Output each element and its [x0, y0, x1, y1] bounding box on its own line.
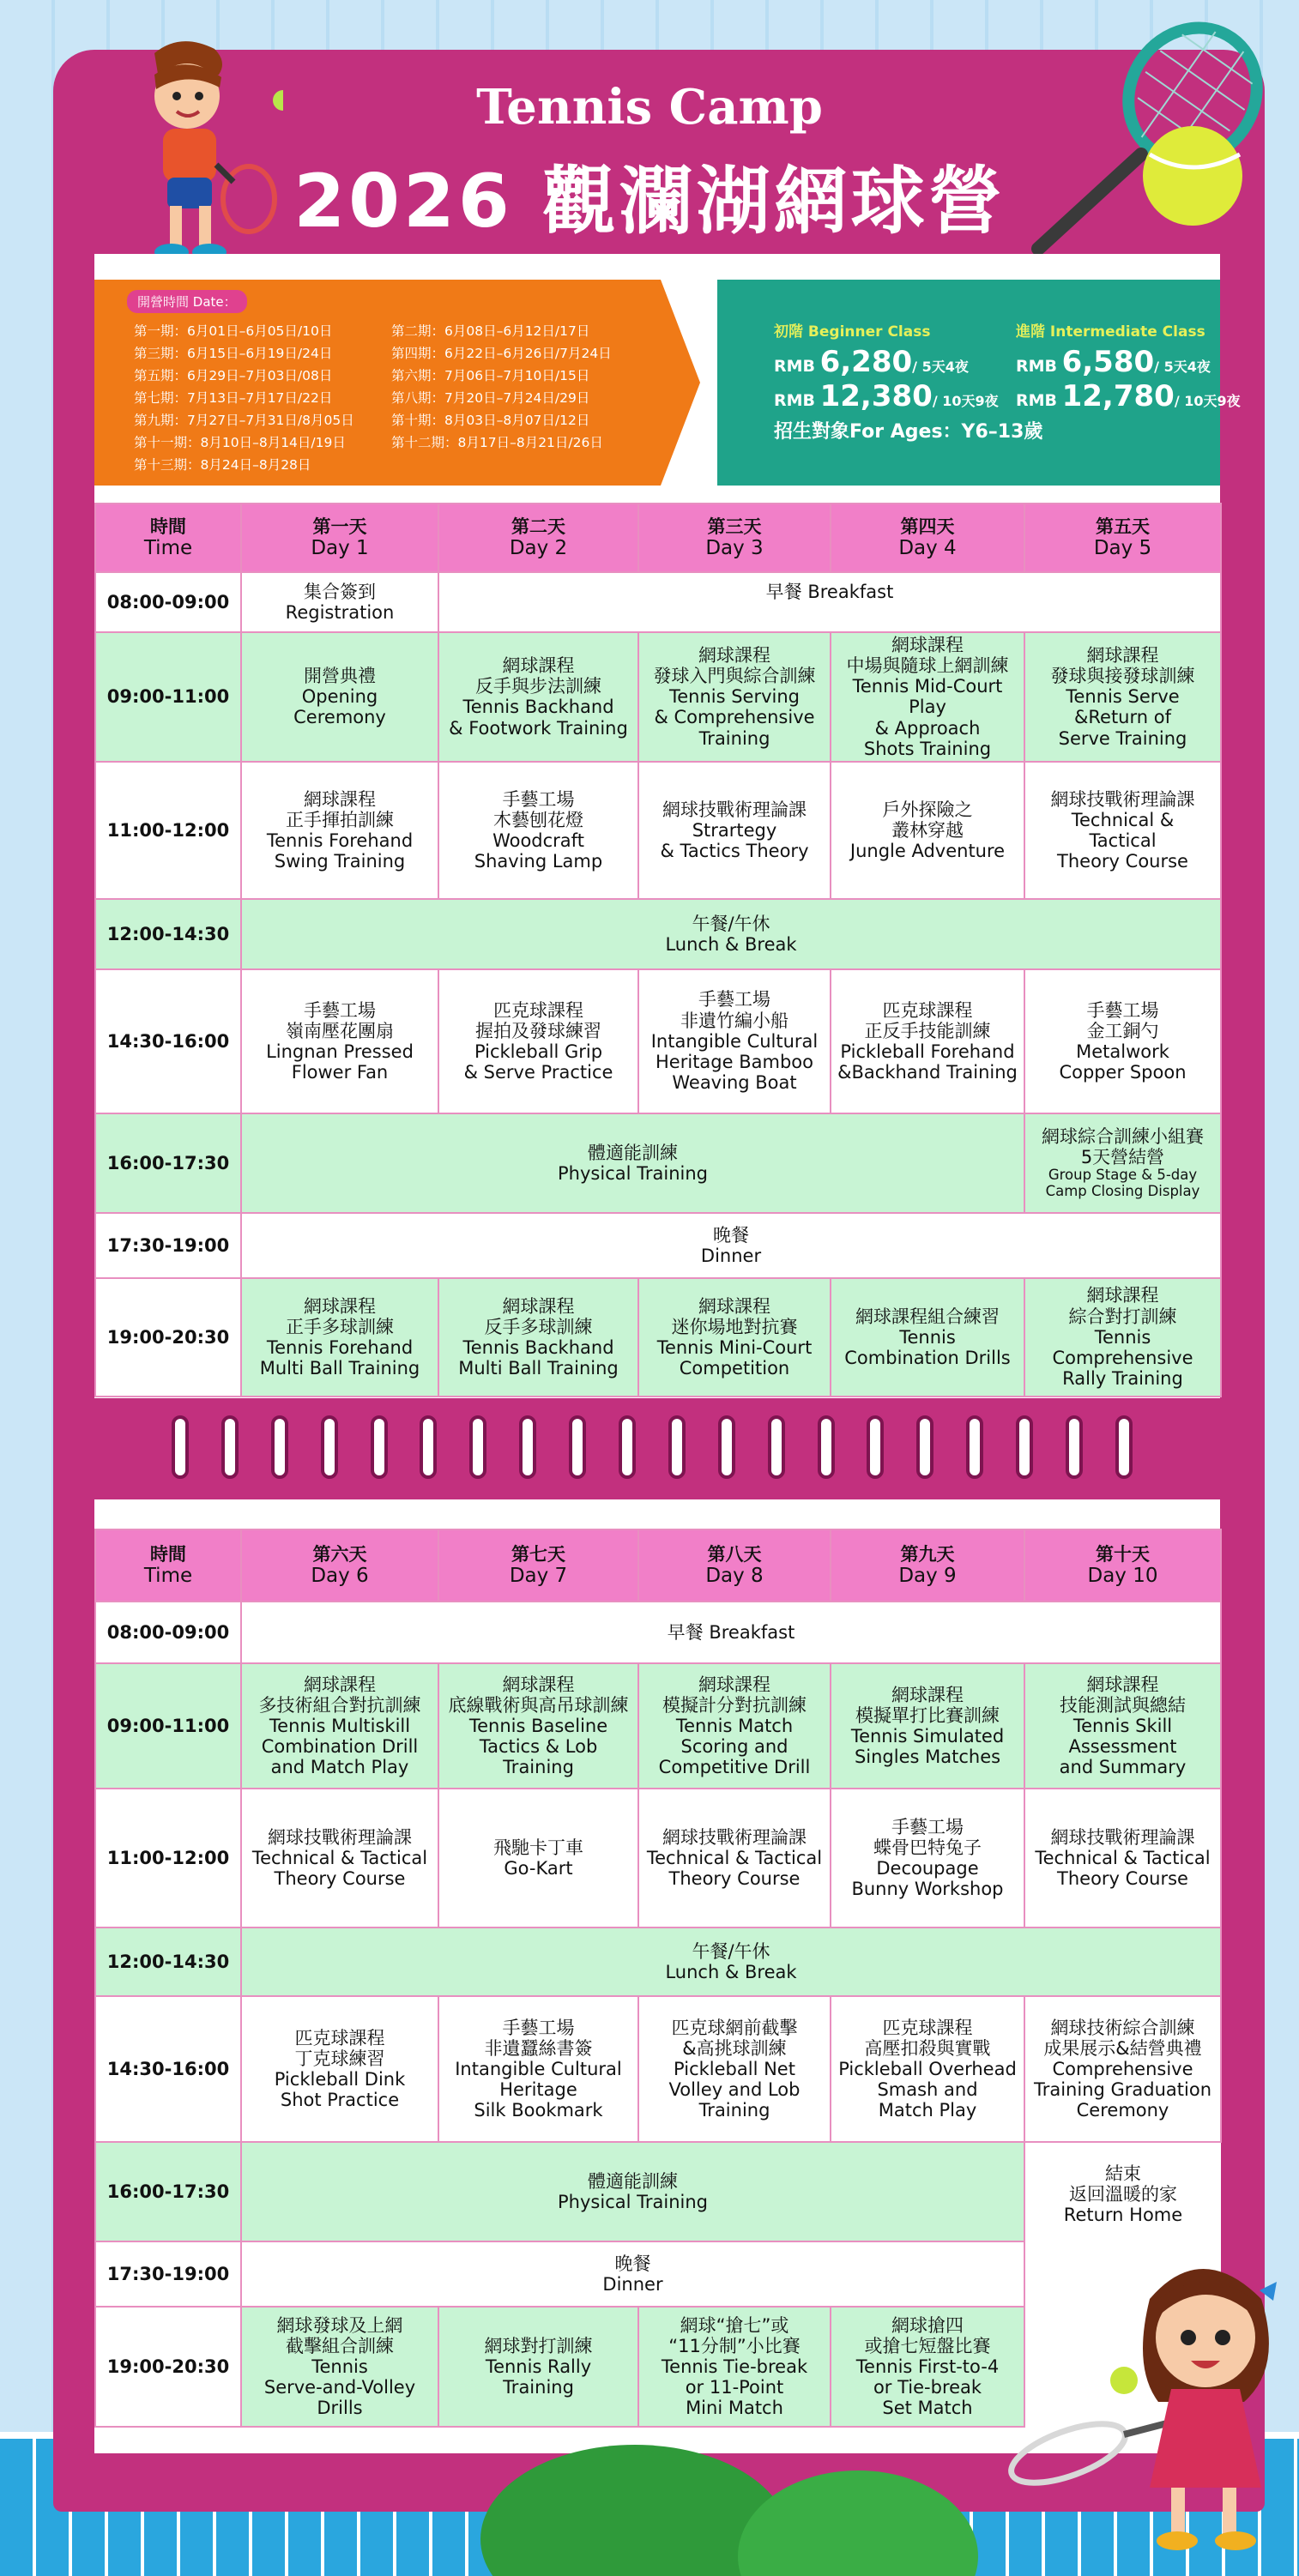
binder-ring	[569, 1415, 586, 1479]
session-date: 第六期：7月06日–7月10日/15日	[391, 368, 590, 383]
session-date: 第十二期：8月17日–8月21日/26日	[391, 435, 603, 450]
session-date: 第十期：8月03日–8月07日/12日	[391, 413, 590, 428]
binder-ring	[221, 1415, 239, 1479]
table-row	[95, 1278, 1221, 1397]
beginner-label: 初階 Beginner Class	[774, 323, 931, 341]
table-header-row	[95, 1529, 1221, 1602]
binder-rings	[172, 1415, 1133, 1479]
time-slot: 14:30-16:00	[95, 1996, 241, 2142]
time-slot: 17:30-19:00	[95, 1213, 241, 1278]
schedule-cell: 戶外探險之 叢林穿越 Jungle Adventure	[831, 762, 1024, 899]
schedule-cell: 網球課程 綜合對打訓練 Tennis Comprehensive Rally Training	[1024, 1278, 1221, 1397]
schedule-cell: 網球課程 底線戰術與高吊球訓練 Tennis Baseline Tactics & Lob Training	[438, 1663, 638, 1789]
schedule-cell	[1024, 1113, 1221, 1213]
time-slot: 08:00-09:00	[95, 572, 241, 632]
binder-ring	[1066, 1415, 1083, 1479]
day-header: 第五天 Day 5	[1024, 504, 1221, 572]
schedule-cell: 網球課程 技能測試與總結 Tennis Skill Assessment and Summary	[1024, 1663, 1221, 1789]
time-header: 時間 Time	[95, 1529, 241, 1602]
date-row	[134, 321, 649, 343]
table-row	[95, 1213, 1221, 1278]
binder-ring	[768, 1415, 785, 1479]
schedule-cell: 晚餐 Dinner	[241, 1213, 1221, 1278]
binder-ring	[420, 1415, 437, 1479]
table-row	[95, 2142, 1221, 2241]
schedule-cell: 匹克球課程 丁克球練習 Pickleball Dink Shot Practice	[241, 1996, 438, 2142]
pricing-block	[717, 280, 1241, 486]
schedule-cell: 網球課程 發球入門與綜合訓練 Tennis Serving & Comprehensive Training	[638, 632, 831, 762]
binder-ring	[371, 1415, 388, 1479]
intermediate-price-5day: RMB 6,580/ 5天4夜	[1016, 345, 1211, 379]
binder-ring	[718, 1415, 735, 1479]
day-header: 第六天 Day 6	[241, 1529, 438, 1602]
schedule-cell: 早餐 Breakfast	[438, 572, 1221, 632]
schedule-cell: 匹克球網前截擊 &高挑球訓練 Pickleball Net Volley and Lob Training	[638, 1996, 831, 2142]
day-header: 第一天 Day 1	[241, 504, 438, 572]
schedule-cell: 網球“搶七”或 “11分制”小比賽 Tennis Tie-break or 11-Point Mini Match	[638, 2307, 831, 2427]
session-date: 第一期：6月01日–6月05日/10日	[134, 323, 333, 339]
beginner-price-10day: RMB 12,380/ 10天9夜	[774, 379, 999, 413]
table-header-row	[95, 504, 1221, 572]
schedule-cell: 手藝工場 木藝刨花燈 Woodcraft Shaving Lamp	[438, 762, 638, 899]
schedule-cell: 手藝工場 嶺南壓花團扇 Lingnan Pressed Flower Fan	[241, 969, 438, 1113]
binder-ring	[1115, 1415, 1133, 1479]
table-row	[95, 1996, 1221, 2142]
binder-ring	[469, 1415, 486, 1479]
schedule-cell: 網球課程 模擬計分對抗訓練 Tennis Match Scoring and Competitive Drill	[638, 1663, 831, 1789]
session-date: 第三期：6月15日–6月19日/24日	[134, 346, 333, 361]
cell-subtitle: Group Stage & 5-day Camp Closing Display	[1045, 1167, 1200, 1199]
date-row	[134, 410, 649, 432]
time-slot: 12:00-14:30	[95, 899, 241, 969]
session-date: 第八期：7月20日–7月24日/29日	[391, 390, 590, 406]
binder-ring	[966, 1415, 983, 1479]
schedule-cell: 開營典禮 Opening Ceremony	[241, 632, 438, 762]
time-slot: 12:00-14:30	[95, 1927, 241, 1996]
binder-ring	[519, 1415, 536, 1479]
schedule-cell: 網球課程組合練習 Tennis Combination Drills	[831, 1278, 1024, 1397]
schedule-cell: 集合簽到 Registration	[241, 572, 438, 632]
time-slot: 08:00-09:00	[95, 1602, 241, 1663]
intermediate-price-10day: RMB 12,780/ 10天9夜	[1016, 379, 1241, 413]
schedule-cell: 網球課程 反手多球訓練 Tennis Backhand Multi Ball Training	[438, 1278, 638, 1397]
schedule-cell: 手藝工場 非遺竹編小船 Intangible Cultural Heritage Bamboo Weaving Boat	[638, 969, 831, 1113]
table-row	[95, 899, 1221, 969]
schedule-cell: 網球課程 反手與步法訓練 Tennis Backhand & Footwork Training	[438, 632, 638, 762]
schedule-cell: 網球課程 模擬單打比賽訓練 Tennis Simulated Singles Matches	[831, 1663, 1024, 1789]
schedule-cell: 手藝工場 蝶骨巴特兔子 Decoupage Bunny Workshop	[831, 1789, 1024, 1927]
time-slot: 17:30-19:00	[95, 2241, 241, 2307]
table-row	[95, 1602, 1221, 1663]
session-dates	[134, 321, 649, 477]
day-header: 第十天 Day 10	[1024, 1529, 1221, 1602]
table-row	[95, 1113, 1221, 1213]
intermediate-label: 進階 Intermediate Class	[1016, 323, 1205, 341]
schedule-cell: 手藝工場 金工銅勺 Metalwork Copper Spoon	[1024, 969, 1221, 1113]
schedule-cell: 網球技戰術理論課 Strartegy & Tactics Theory	[638, 762, 831, 899]
session-date: 第四期：6月22日–6月26日/7月24日	[391, 346, 612, 361]
schedule-cell: 匹克球課程 正反手技能訓練 Pickleball Forehand &Backhand Training	[831, 969, 1024, 1113]
table-row	[95, 1663, 1221, 1789]
schedule-cell: 手藝工場 非遺蠶絲書簽 Intangible Cultural Heritage Silk Bookmark	[438, 1996, 638, 2142]
arrow-shape	[661, 280, 700, 486]
target-ages: 招生對象For Ages：Y6–13歲	[774, 421, 1043, 443]
day-header: 第二天 Day 2	[438, 504, 638, 572]
session-date: 第十一期：8月10日–8月14日/19日	[134, 435, 346, 450]
binder-ring	[916, 1415, 933, 1479]
table-row	[95, 1927, 1221, 1996]
schedule-cell: 午餐/午休 Lunch & Break	[241, 899, 1221, 969]
binder-ring	[271, 1415, 288, 1479]
time-slot: 09:00-11:00	[95, 632, 241, 762]
binder-ring	[867, 1415, 884, 1479]
schedule-cell: 網球搶四 或搶七短盤比賽 Tennis First-to-4 or Tie-break Set Match	[831, 2307, 1024, 2427]
week1-schedule-table	[94, 503, 1222, 1397]
schedule-cell: 網球技戰術理論課 Technical & Tactical Theory Course	[1024, 762, 1221, 899]
schedule-cell: 午餐/午休 Lunch & Break	[241, 1927, 1221, 1996]
schedule-cell: 網球課程 正手多球訓練 Tennis Forehand Multi Ball Training	[241, 1278, 438, 1397]
time-slot: 16:00-17:30	[95, 2142, 241, 2241]
time-slot: 19:00-20:30	[95, 2307, 241, 2427]
schedule-cell: 飛馳卡丁車 Go-Kart	[438, 1789, 638, 1927]
schedule-cell: 早餐 Breakfast	[241, 1602, 1221, 1663]
day-header: 第四天 Day 4	[831, 504, 1024, 572]
schedule-cell: 體適能訓練 Physical Training	[241, 1113, 1024, 1213]
session-date: 第五期：6月29日–7月03日/08日	[134, 368, 333, 383]
time-slot: 11:00-12:00	[95, 762, 241, 899]
schedule-cell: 網球技術綜合訓練 成果展示&結營典禮 Comprehensive Training Graduation Ceremony	[1024, 1996, 1221, 2142]
binder-ring	[619, 1415, 636, 1479]
binder-ring	[668, 1415, 686, 1479]
time-slot: 14:30-16:00	[95, 969, 241, 1113]
date-badge: 開營時間 Date：	[127, 290, 247, 313]
date-row	[134, 432, 649, 455]
info-band	[94, 280, 1241, 486]
beginner-price-5day: RMB 6,280/ 5天4夜	[774, 345, 969, 379]
table-row	[95, 632, 1221, 762]
day-header: 第九天 Day 9	[831, 1529, 1024, 1602]
title-chinese: 2026 觀瀾湖網球營	[293, 159, 1006, 244]
schedule-cell: 網球技戰術理論課 Technical & Tactical Theory Course	[638, 1789, 831, 1927]
time-header: 時間 Time	[95, 504, 241, 572]
schedule-cell: 匹克球課程 高壓扣殺與實戰 Pickleball Overhead Smash and Match Play	[831, 1996, 1024, 2142]
schedule-cell: 網球課程 迷你場地對抗賽 Tennis Mini-Court Competition	[638, 1278, 831, 1397]
date-row	[134, 343, 649, 365]
schedule-cell: 網球課程 多技術組合對抗訓練 Tennis Multiskill Combination Drill and Match Play	[241, 1663, 438, 1789]
table-row	[95, 969, 1221, 1113]
binder-ring	[172, 1415, 189, 1479]
binder-ring	[1016, 1415, 1033, 1479]
schedule-cell: 網球技戰術理論課 Technical & Tactical Theory Course	[241, 1789, 438, 1927]
session-date: 第十三期：8月24日–8月28日	[134, 457, 311, 473]
schedule-cell: 網球課程 正手揮拍訓練 Tennis Forehand Swing Training	[241, 762, 438, 899]
time-slot: 09:00-11:00	[95, 1663, 241, 1789]
schedule-cell: 網球課程 中場與隨球上網訓練 Tennis Mid-Court Play & Approach Shots Training	[831, 632, 1024, 762]
table-row	[95, 572, 1221, 632]
session-date: 第七期：7月13日–7月17日/22日	[134, 390, 333, 406]
date-row	[134, 365, 649, 388]
day-header: 第七天 Day 7	[438, 1529, 638, 1602]
schedule-cell: 網球對打訓練 Tennis Rally Training	[438, 2307, 638, 2427]
schedule-cell: 晚餐 Dinner	[241, 2241, 1024, 2307]
dates-block	[94, 280, 661, 486]
time-slot: 19:00-20:30	[95, 1278, 241, 1397]
time-slot: 11:00-12:00	[95, 1789, 241, 1927]
table-row	[95, 1789, 1221, 1927]
date-row	[134, 455, 649, 477]
cartoon-girl-tennis-icon	[987, 2230, 1296, 2573]
binder-ring	[818, 1415, 835, 1479]
session-date: 第二期：6月08日–6月12日/17日	[391, 323, 590, 339]
table-row	[95, 762, 1221, 899]
title-english: Tennis Camp	[476, 79, 823, 136]
day-header: 第八天 Day 8	[638, 1529, 831, 1602]
schedule-cell: 網球發球及上網 截擊組合訓練 Tennis Serve-and-Volley Drills	[241, 2307, 438, 2427]
schedule-cell: 網球課程 發球與接發球訓練 Tennis Serve &Return of Serve Training	[1024, 632, 1221, 762]
binder-ring	[321, 1415, 338, 1479]
schedule-cell: 體適能訓練 Physical Training	[241, 2142, 1024, 2241]
time-slot: 16:00-17:30	[95, 1113, 241, 1213]
cell-title: 網球綜合訓練小組賽 5天營結營	[1042, 1125, 1204, 1167]
day-header: 第三天 Day 3	[638, 504, 831, 572]
schedule-cell: 網球技戰術理論課 Technical & Tactical Theory Course	[1024, 1789, 1221, 1927]
session-date: 第九期：7月27日–7月31日/8月05日	[134, 413, 354, 428]
date-row	[134, 388, 649, 410]
schedule-cell: 結束 返回溫暖的家 Return Home	[1024, 2142, 1221, 2427]
schedule-cell: 匹克球課程 握拍及發球練習 Pickleball Grip & Serve Practice	[438, 969, 638, 1113]
